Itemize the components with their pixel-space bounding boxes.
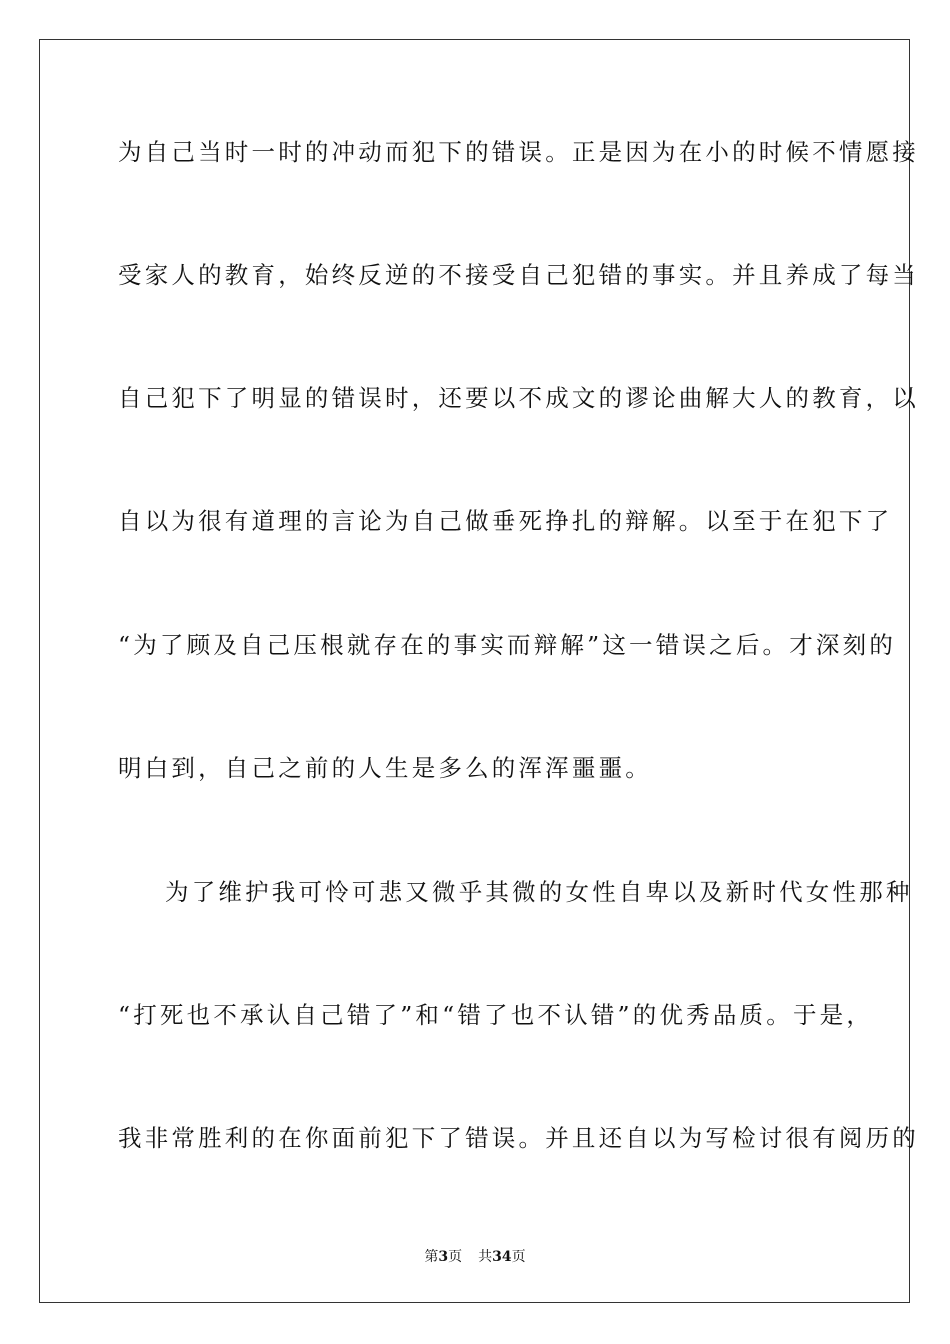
page-border <box>39 39 919 1303</box>
body-text-line: 自己犯下了明显的错误时，还要以不成文的谬论曲解大人的教育，以 <box>118 384 919 412</box>
body-text-line: 我非常胜利的在你面前犯下了错误。并且还自以为写检讨很有阅历的 <box>118 1124 919 1152</box>
page-footer <box>0 1248 950 1266</box>
page-number: 3 <box>438 1249 449 1265</box>
total-pages-number: 34 <box>492 1249 512 1265</box>
paragraph-first-line: 为了维护我可怜可悲又微乎其微的女性自卑以及新时代女性那种 <box>165 878 913 906</box>
body-text-line: “打死也不承认自己错了”和“错了也不认错”的优秀品质。于是， <box>118 1001 874 1029</box>
page-label: 第3页 <box>424 1249 463 1265</box>
body-text-line: 为自己当时一时的冲动而犯下的错误。正是因为在小的时候不情愿接 <box>118 138 919 166</box>
body-text-line: 受家人的教育，始终反逆的不接受自己犯错的事实。并且养成了每当 <box>118 261 919 289</box>
total-pages-label: 共34页 <box>478 1249 526 1265</box>
body-text-line: “为了顾及自己压根就存在的事实而辩解”这一错误之后。才深刻的 <box>118 631 897 659</box>
body-text-line: 明白到，自己之前的人生是多么的浑浑噩噩。 <box>118 754 652 782</box>
body-text-line: 自以为很有道理的言论为自己做垂死挣扎的辩解。以至于在犯下了 <box>118 507 893 535</box>
